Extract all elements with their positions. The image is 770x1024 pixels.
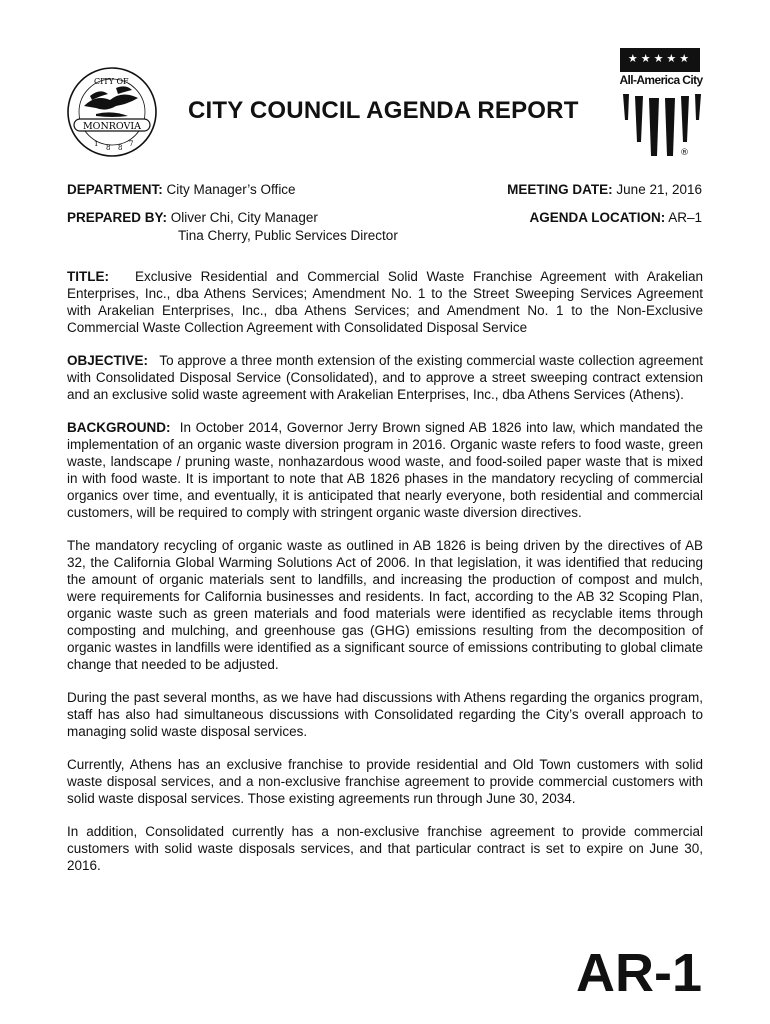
report-title: CITY COUNCIL AGENDA REPORT [188, 97, 579, 124]
all-america-city-badge [617, 48, 705, 164]
paragraph-ab32: The mandatory recycling of organic waste as outlined in AB 1826 is being driven by the directives of AB 32, the California Global Warming Solutions Act of 2006. In that legislation, it was identified that reducing the amount of organic materials sent to landfills, and increasing the production of compost and mulch, were requirements for California businesses and residents. In fact, according to the AB 32 Scoping Plan, organic waste such as green materials and food materials were identified as recyclable items through composting and mulching, and greenhouse gas (GHG) emissions resulting from the decomposition of organic wastes in landfills were identified as a significant source of emissions contributing to global climate change that needed to be adjusted. [67, 538, 703, 672]
prepared-by-label: PREPARED BY: [67, 210, 168, 225]
seal-top-text: CITY OF [94, 77, 129, 86]
objective-paragraph [67, 352, 703, 403]
paragraph-athens-franchise: Currently, Athens has an exclusive franchise to provide residential and Old Town customers with solid waste disposal services, and a non-exclusive franchise agreement to provide commercial customers with solid waste disposal services. Those existing agreements run through June 30, 2034. [67, 757, 703, 806]
department-value: City Manager’s Office [166, 182, 296, 197]
badge-stars-icon: ★★★★★ [627, 52, 693, 65]
seal-year-1: 1 [94, 140, 99, 148]
department-label: DEPARTMENT: [67, 182, 163, 197]
paragraph-discussions: During the past several months, as we have had discussions with Athens regarding the organics program, staff has also had simultaneous discussions with Consolidated regarding the City’s overall approach to managing solid waste disposal services. [67, 690, 703, 739]
meeting-date-value: June 21, 2016 [616, 182, 702, 197]
seal-graphic [66, 66, 158, 158]
seal-year-4: 7 [129, 140, 134, 148]
badge-name: All-America City [619, 73, 703, 87]
title-text: Exclusive Residential and Commercial Solid Waste Franchise Agreement with Arakelian Enterprises, Inc., dba Athens Services; Amendment No. 1 to the Street Sweeping Services Agreement with Arakelian Enterprises, Inc., dba Athens Services; and Amendment No. 1 to the Non-Exclusive Commercial Waste Collection Agreement with Consolidated Disposal Service [67, 269, 703, 335]
background-paragraph [67, 419, 703, 521]
department-line [67, 182, 296, 197]
agenda-location-label: AGENDA LOCATION: [529, 210, 666, 225]
registered-mark: ® [680, 148, 689, 158]
agenda-location-value: AR–1 [668, 210, 702, 225]
title-paragraph [67, 268, 703, 336]
prepared-by-line [67, 210, 318, 225]
paragraph-consolidated: In addition, Consolidated currently has a non-exclusive franchise agreement to provide commercial customers with solid waste disposals services, and that particular contract is set to expire on June 30, 2016. [67, 824, 703, 873]
title-label: TITLE: [67, 269, 109, 284]
city-seal-logo [66, 66, 158, 158]
agenda-location-line [529, 210, 702, 225]
objective-text: To approve a three month extension of the existing commercial waste collection agreement with Consolidated Disposal Service (Consolidated), and to approve a street sweeping contract extension and an exclusive solid waste agreement with Arakelian Enterprises, Inc., dba Athens Services (Athens). [67, 353, 703, 402]
report-body [67, 268, 703, 890]
prepared-by-value-1: Oliver Chi, City Manager [170, 210, 318, 225]
seal-year-2: 8 [106, 144, 111, 152]
meeting-date-line [507, 182, 702, 197]
prepared-by-value-2: Tina Cherry, Public Services Director [178, 228, 398, 243]
seal-year-3: 8 [118, 144, 123, 152]
background-label: BACKGROUND: [67, 420, 171, 435]
seal-name: MONROVIA [82, 121, 142, 132]
badge-bars-graphic [621, 92, 701, 162]
meeting-date-label: MEETING DATE: [507, 182, 613, 197]
agenda-code: AR-1 [575, 943, 702, 1003]
background-text: In October 2014, Governor Jerry Brown signed AB 1826 into law, which mandated the implementation of an organic waste diversion program in 2016. Organic waste refers to food waste, green waste, landscape / pruning waste, nonhazardous wood waste, and food-soiled paper waste that is mixed in with food waste. It is important to note that AB 1826 phases in the mandatory recycling of commercial organics over time, and eventually, it is anticipated that nearly everyone, both residential and commercial customers, will be required to comply with stringent organic waste diversion directives. [67, 420, 703, 520]
objective-label: OBJECTIVE: [67, 353, 149, 368]
